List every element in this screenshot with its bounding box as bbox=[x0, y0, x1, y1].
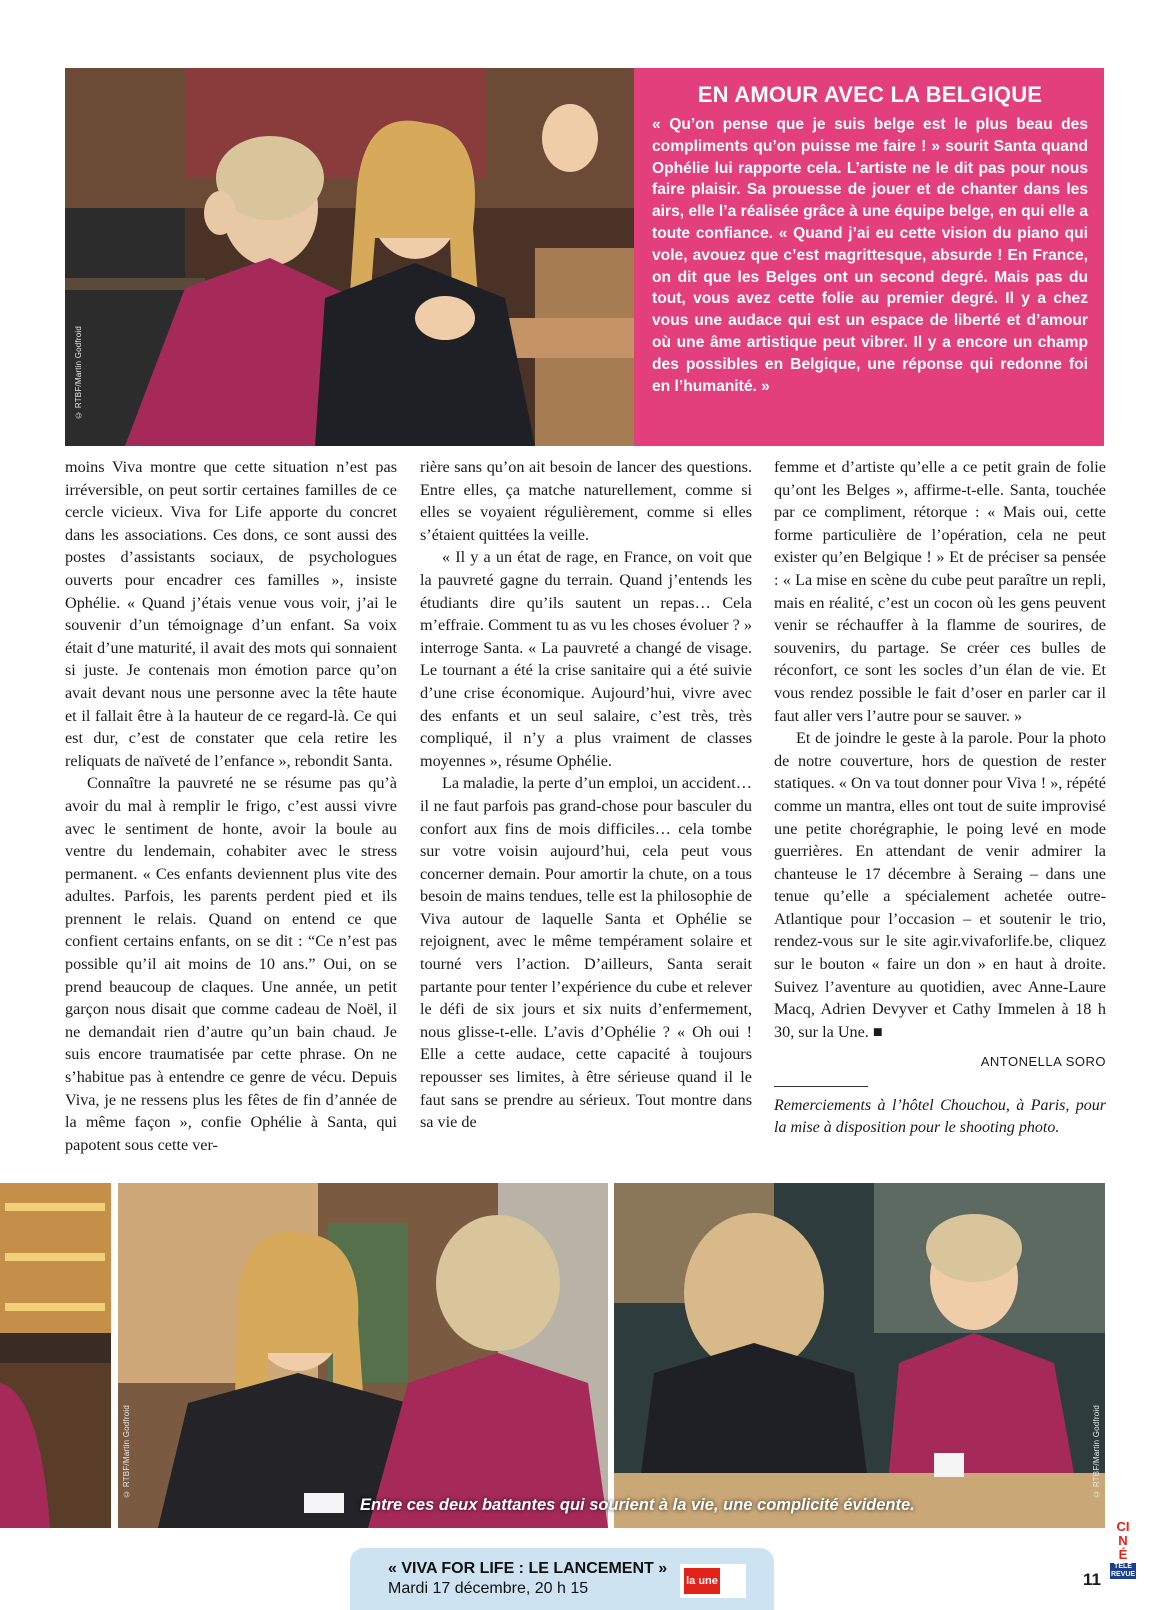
bottom-photo-right bbox=[614, 1183, 1105, 1528]
article-column-1 bbox=[65, 456, 397, 1156]
program-box bbox=[350, 1548, 774, 1610]
magazine-logo-top: CINÉ bbox=[1116, 1519, 1130, 1562]
photo-credit-bottom-right: © RTBF/Martin Godfroid bbox=[1092, 1405, 1101, 1499]
page-number: 11 bbox=[1083, 1570, 1101, 1589]
article-paragraph: Et de joindre le geste à la parole. Pour la photo de notre couverture, hors de question de rester statiques. « On va tout donner pour Viva ! », répété comme un mantra, elles ont tout de suite improvisé une petite chorégraphie, le poing levé en mode guerrières. En attendant de venir admirer la chanteuse le 17 décembre à Seraing – dans une tenue qu’elle a spécialement achetée outre-Atlantique pour l’occasion – et soutenir le trio, rendez-vous sur le site agir.vivaforlife.be, cliquez sur le bouton « faire un don » en haut à droite. Suivez l’aventure au quotidien, avec Anne-Laure Macq, Adrien Devyver et Cathy Immelen à 18 h 30, sur la Une. ■ bbox=[774, 729, 1106, 1041]
top-photo bbox=[65, 68, 634, 446]
program-date: Mardi 17 décembre, 20 h 15 bbox=[388, 1580, 589, 1597]
magazine-logo bbox=[1110, 1520, 1136, 1584]
article-paragraph: Connaître la pauvreté ne se résume pas qu’à avoir du mal à remplir le frigo, c’est aussi vivre avec le sentiment de honte, avoir la boule au ventre du lendemain, cohabiter avec le stress permanent. « Ces enfants deviennent plus vite des adultes. Parfois, les parents perdent pied et ils prennent le relais. Quand on entend ce que confient certains enfants, on se dit : “Ce n’est pas possible qu’il ait moins de 10 ans.” Oui, on se prend beaucoup de claques. Une année, un petit garçon nous disait que comme cadeau de Noël, il ne demandait rien d’autre qu’un bain chaud. Je suis encore traumatisée par cette phrase. On ne s’habitue pas à entendre ce genre de vécu. Depuis Viva, je ne ressens plus les fêtes de fin d’année de la même façon », confie Ophélie à Santa, qui papotent sous cette ver- bbox=[65, 774, 397, 1154]
divider bbox=[774, 1086, 868, 1087]
article-paragraph: moins Viva montre que cette situation n’est pas irréversible, on peut sortir certaines familles de ce cercle vicieux. Viva for Life apporte du concret dans les associations. Ces dons, ce sont aussi des postes d’assistants sociaux, de psychologues ouverts pour encadrer ces familles », insiste Ophélie. « Quand j’étais venue vous voir, j’ai le souvenir d’un témoignage d’un enfant. Sa voix était d’une maturité, il avait des mots qui sonnaient si juste. Je contenais mon émotion parce qu’on avait devant nous une personne avec la tête haute et il fallait être à la hauteur de ce regard-là. Ce qui est dur, c’est de constater que cela retire les reliquats de naïveté de l’enfance », rebondit Santa. bbox=[65, 458, 397, 770]
sidebar-title: EN AMOUR AVEC LA BELGIQUE bbox=[697, 82, 1043, 107]
program-title: « VIVA FOR LIFE : LE LANCEMENT » bbox=[388, 1560, 668, 1577]
article-paragraph: « Il y a un état de rage, en France, on voit que la pauvreté gagne du terrain. Quand j’entends les étudiants dire qu’ils sautent un repas… Cela m’effraie. Comment tu as vu les choses évoluer ? » interroge Santa. « La pauvreté a changé de visage. Le tournant a été la crise sanitaire qui a été suivie d’une crise économique. Aujourd’hui, vivre avec des enfants et un seul salaire, c’est très, très compliqué, il n’y a plus vraiment de classes moyennes », résume Ophélie. bbox=[420, 548, 752, 770]
article-column-3 bbox=[774, 456, 1106, 1139]
author-signature: ANTONELLA SORO bbox=[980, 1054, 1106, 1070]
photo-caption: Entre ces deux battantes qui sourient à la vie, une complicité évidente. bbox=[360, 1496, 915, 1514]
sidebar-text: « Qu’on pense que je suis belge est le plus beau des compliments qu’on puisse me faire ! » sourit Santa quand Ophélie lui rapporte cela. L’artiste ne le dit pas pour nous faire plaisir. Sa prouesse de jouer et de chanter dans les airs, elle l’a réalisée grâce à une équipe belge, en qui elle a toute confiance. « Quand j’ai eu cette vision du piano qui vole, avouez que c’est magrittesque, absurde ! En France, on dit que les Belges ont un second degré. Mais pas du tout, vous avez cette folie au premier degré. Il y a chez vous une audace qui est un espace de liberté et d’amour où une âme artistique peut vibrer. Il y a encore un champ des possibles en Belgique, une réponse qui redonne foi en l’humanité. » bbox=[652, 116, 1088, 395]
article-column-2 bbox=[420, 456, 752, 1134]
sidebar-box bbox=[634, 68, 1104, 446]
photo-credit-top: © RTBF/Martin Godfroid bbox=[74, 326, 83, 420]
photo-credit-bottom-middle: © RTBF/Martin Godfroid bbox=[122, 1405, 131, 1499]
article-paragraph: femme et d’artiste qu’elle a ce petit grain de folie qu’ont les Belges », affirme-t-elle. Santa, touchée par ce compliment, rétorque : « Mais oui, cette forme particulière de l’opération, cela ne peut exister qu’en Belgique ! » Et de préciser sa pensée : « La mise en scène du cube peut paraître un repli, mais en réalité, c’est un cocon où les gens peuvent venir se réchauffer à la flamme de sourires, de souvenirs, du partage. Se créer ces bulles de réconfort, ce sont les socles d’un élan de vie. Et vous rendez possible le fait d’oser en parler car il faut aller vers l’autre pour se sauver. » bbox=[774, 458, 1106, 725]
acknowledgement: Remerciements à l’hôtel Chouchou, à Paris, pour la mise à disposition pour le shooting photo. bbox=[774, 1097, 1106, 1137]
article-paragraph: rière sans qu’on ait besoin de lancer des questions. Entre elles, ça matche naturellement, comme si elles se voyaient régulièrement, comme si elles s’étaient quittées la veille. bbox=[420, 458, 752, 544]
channel-logo-text: la une bbox=[684, 1568, 720, 1594]
article-paragraph: La maladie, la perte d’un emploi, un accident… il ne faut parfois pas grand-chose pour basculer du confort aux fins de mois difficiles… cela tombe sur votre voisin aujourd’hui, cela peut vous concerner demain. Pour amortir la chute, on a tous besoin de mains tendues, telle est la philosophie de Viva autour de laquelle Santa et Ophélie se rejoignent, avec le même tempérament solaire et tourné vers l’action. D’ailleurs, Santa serait partante pour tenter l’expérience du cube et relever le défi de six jours et six nuits d’enfermement, nous glisse-t-elle. L’avis d’Ophélie ? « Oh oui ! Elle a cette audace, cette capacité à toujours repousser ses limites, à être sérieuse quand il le faut sans se prendre au sérieux. Tout montre dans sa vie de bbox=[420, 774, 752, 1132]
channel-logo bbox=[680, 1564, 746, 1598]
bottom-photo-left bbox=[0, 1183, 111, 1528]
bottom-photo-middle bbox=[118, 1183, 608, 1528]
magazine-logo-mid: TÉLÉ REVUE bbox=[1110, 1563, 1136, 1578]
